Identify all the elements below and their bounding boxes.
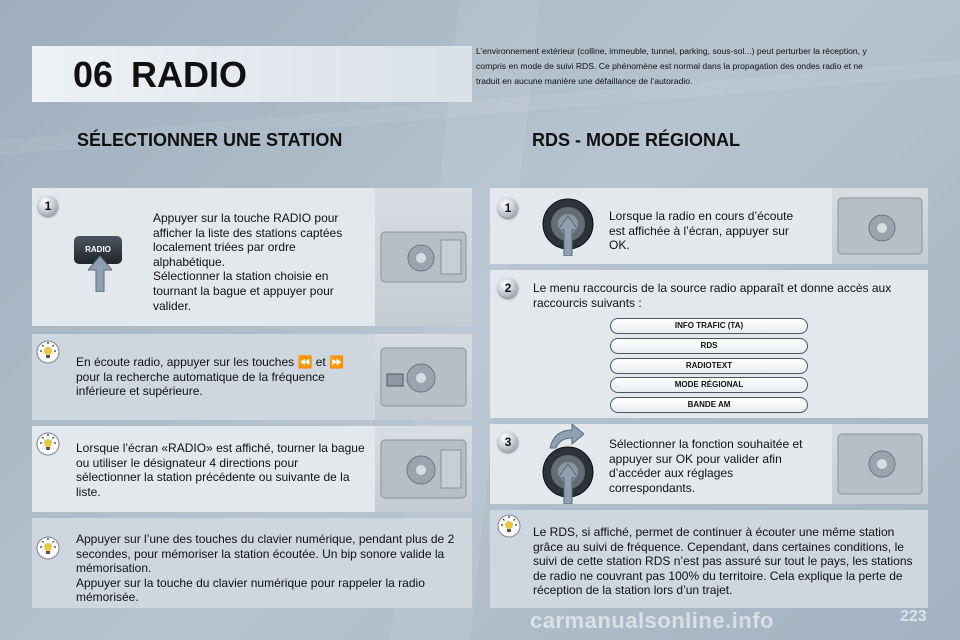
rotary-knob-icon bbox=[540, 196, 596, 256]
menu-item-rds[interactable]: RDS bbox=[610, 338, 808, 354]
arrow-up-icon bbox=[88, 256, 112, 292]
chapter-title: RADIO bbox=[131, 54, 247, 95]
device-thumbnail bbox=[832, 188, 928, 264]
menu-item-radiotext[interactable]: RADIOTEXT bbox=[610, 358, 808, 374]
lightbulb-icon bbox=[36, 536, 60, 560]
radio-faceplate-icon bbox=[832, 424, 928, 504]
radio-faceplate-icon bbox=[375, 334, 472, 420]
environment-note: L’environnement extérieur (colline, immeuble, tunnel, parking, sous-sol...) peut perturber la réception, y compris en mode de suivi RDS. Ce phénomène est normal dans la propagation des ondes radio et ne traduit en aucune manière une défaillance de l’autoradio. bbox=[476, 46, 867, 87]
right-step1-text: Lorsque la radio en cours d’écoute est affichée à l’écran, appuyer sur OK. bbox=[609, 209, 794, 253]
radio-faceplate-icon bbox=[375, 426, 472, 512]
left-tip1-text: En écoute radio, appuyer sur les touches ⏪ et ⏩ pour la recherche automatique de la fréquence inférieure et supérieure. bbox=[76, 355, 345, 399]
left-tip2-text: Lorsque l’écran «RADIO» est affiché, tourner la bague ou utiliser le désignateur 4 directions pour sélectionner la station précédente ou suivante de la liste. bbox=[76, 441, 365, 499]
chapter-number: 06 bbox=[73, 54, 114, 95]
watermark: carmanualsonline.info bbox=[530, 608, 774, 633]
radio-button[interactable]: RADIO bbox=[74, 236, 122, 264]
right-step3-text: Sélectionner la fonction souhaitée et appuyer sur OK pour valider afin d’accéder aux réglages correspondants. bbox=[609, 437, 803, 495]
lightbulb-icon bbox=[36, 340, 60, 364]
step-number: 3 bbox=[498, 432, 518, 452]
right-step2-text: Le menu raccourcis de la source radio apparaît et donne accès aux raccourcis suivants : bbox=[533, 281, 892, 310]
menu-item-bande-am[interactable]: BANDE AM bbox=[610, 397, 808, 413]
step-number: 2 bbox=[498, 278, 518, 298]
device-thumbnail bbox=[375, 334, 472, 420]
menu-item-info-trafic[interactable]: INFO TRAFIC (TA) bbox=[610, 318, 808, 334]
device-thumbnail bbox=[832, 424, 928, 504]
step-number: 1 bbox=[498, 198, 518, 218]
device-thumbnail bbox=[375, 426, 472, 512]
left-step1-text: Appuyer sur la touche RADIO pour afficher la liste des stations captées localement triées par ordre alphabétique. Sélectionner la station choisie en tournant la bague et appuyer pour valider. bbox=[153, 211, 343, 313]
right-section-title: RDS - MODE RÉGIONAL bbox=[532, 130, 741, 150]
device-thumbnail bbox=[375, 188, 472, 326]
radio-faceplate-icon bbox=[832, 188, 928, 264]
step-number: 1 bbox=[38, 196, 58, 216]
left-section-title: SÉLECTIONNER UNE STATION bbox=[77, 130, 343, 150]
lightbulb-icon bbox=[36, 432, 60, 456]
lightbulb-icon bbox=[497, 514, 521, 538]
right-tip-text: Le RDS, si affiché, permet de continuer à écouter une même station grâce au suivi de fréquence. Cependant, dans certaines conditions, le suivi de cette station RDS n’est pas assuré sur tout le pays, les stations de radio ne couvrant pas 100% du territoire. Cela explique la perte de réception de la station lors d’un trajet. bbox=[533, 525, 913, 598]
page-number: 223 bbox=[900, 608, 927, 625]
rotary-knob-icon bbox=[540, 446, 596, 504]
menu-item-mode-regional[interactable]: MODE RÉGIONAL bbox=[610, 377, 808, 393]
radio-faceplate-icon bbox=[375, 188, 472, 326]
left-tip3-text: Appuyer sur l’une des touches du clavier numérique, pendant plus de 2 secondes, pour mémoriser la station écoutée. Un bip sonore valide la mémorisation. Appuyer sur la touche du clavier numérique pour rappeler la radio mémorisée. bbox=[76, 532, 455, 605]
